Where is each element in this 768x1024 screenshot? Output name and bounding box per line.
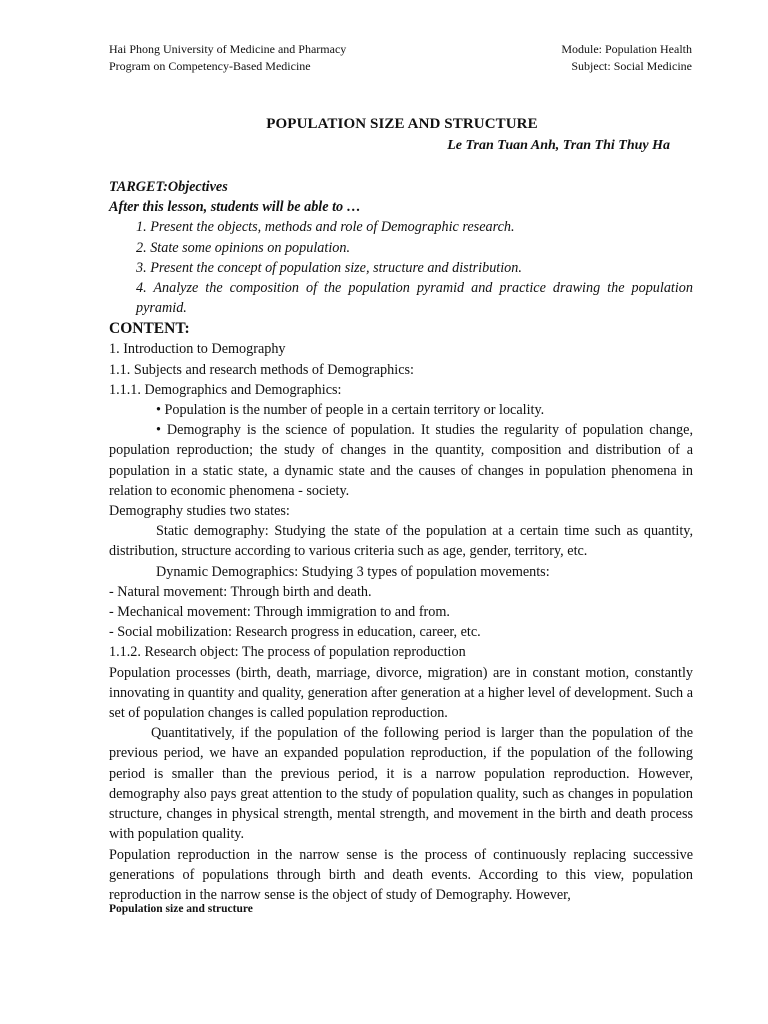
quantitative-para: Quantitatively, if the population of the following period is larger than the population of the previous period, we have an expanded population reproduction, if the population of the following period is smaller than the previous period, it is a narrow population reproduction. However, demography also pays great attention to the study of population quality, such as changes in population structure, changes in physical strength, mental strength, and movement in the birth and death process with population quality. [109, 725, 693, 843]
bullet-population: • Population is the number of people in a certain territory or locality. [156, 402, 545, 419]
processes-para: Population processes (birth, death, marriage, divorce, migration) are in constant motion, constantly innovating in quantity and quality, generation after generation at a higher level of development. Such a set of population changes is called population reproduction. [109, 664, 693, 722]
narrow-sense-para: Population reproduction in the narrow sense is the process of continuously replacing successive generations of populations through birth and death events. According to this view, population reproduction in the narrow sense is the object of study of Demography. However, [109, 846, 693, 903]
static-demography-para: Static demography: Studying the state of the population at a certain time such as quantity, distribution, structure according to various criteria such as age, gender, territory, etc. [109, 523, 693, 560]
header-university: Hai Phong University of Medicine and Pharmacy [109, 42, 347, 56]
section-heading: 1.1.2. Research object: The process of population reproduction [109, 644, 466, 661]
section-heading: 1.1.1. Demographics and Demographics: [109, 381, 342, 398]
objective-item: 1. Present the objects, methods and role of Demographic research. [136, 219, 515, 236]
header-module: Module: Population Health [561, 42, 692, 56]
objective-item: 2. State some opinions on population. [136, 239, 350, 256]
document-body [109, 177, 693, 905]
dynamic-demography-para: Dynamic Demographics: Studying 3 types of population movements: [156, 563, 550, 580]
header-program: Program on Competency-Based Medicine [109, 59, 311, 73]
two-states-line: Demography studies two states: [109, 503, 290, 520]
target-intro: After this lesson, students will be able to … [109, 199, 361, 216]
document-authors: Le Tran Tuan Anh, Tran Thi Thuy Ha [447, 138, 670, 153]
content-heading: CONTENT: [109, 320, 190, 338]
header-subject: Subject: Social Medicine [571, 59, 692, 73]
movement-item: - Social mobilization: Research progress in education, career, etc. [109, 624, 481, 641]
document-title: POPULATION SIZE AND STRUCTURE [266, 116, 538, 132]
movement-item: - Mechanical movement: Through immigration to and from. [109, 604, 450, 621]
movement-item: - Natural movement: Through birth and death. [109, 583, 372, 600]
section-heading: 1. Introduction to Demography [109, 341, 286, 358]
section-heading: 1.1. Subjects and research methods of Demographics: [109, 361, 414, 378]
target-heading: TARGET:Objectives [109, 179, 228, 195]
objective-item: 3. Present the concept of population size, structure and distribution. [136, 259, 522, 276]
page-header [109, 41, 692, 75]
page-footer: Population size and structure [109, 903, 253, 915]
bullet-demography: • Demography is the science of population. It studies the regularity of population change, population reproduction; the study of changes in the quantity, composition and distribution of a population in a static state, a dynamic state and the causes of changes in population phenomena in relation to economic phenomena - society. [109, 422, 693, 499]
objective-item: 4. Analyze the composition of the population pyramid and practice drawing the population pyramid. [136, 280, 693, 317]
